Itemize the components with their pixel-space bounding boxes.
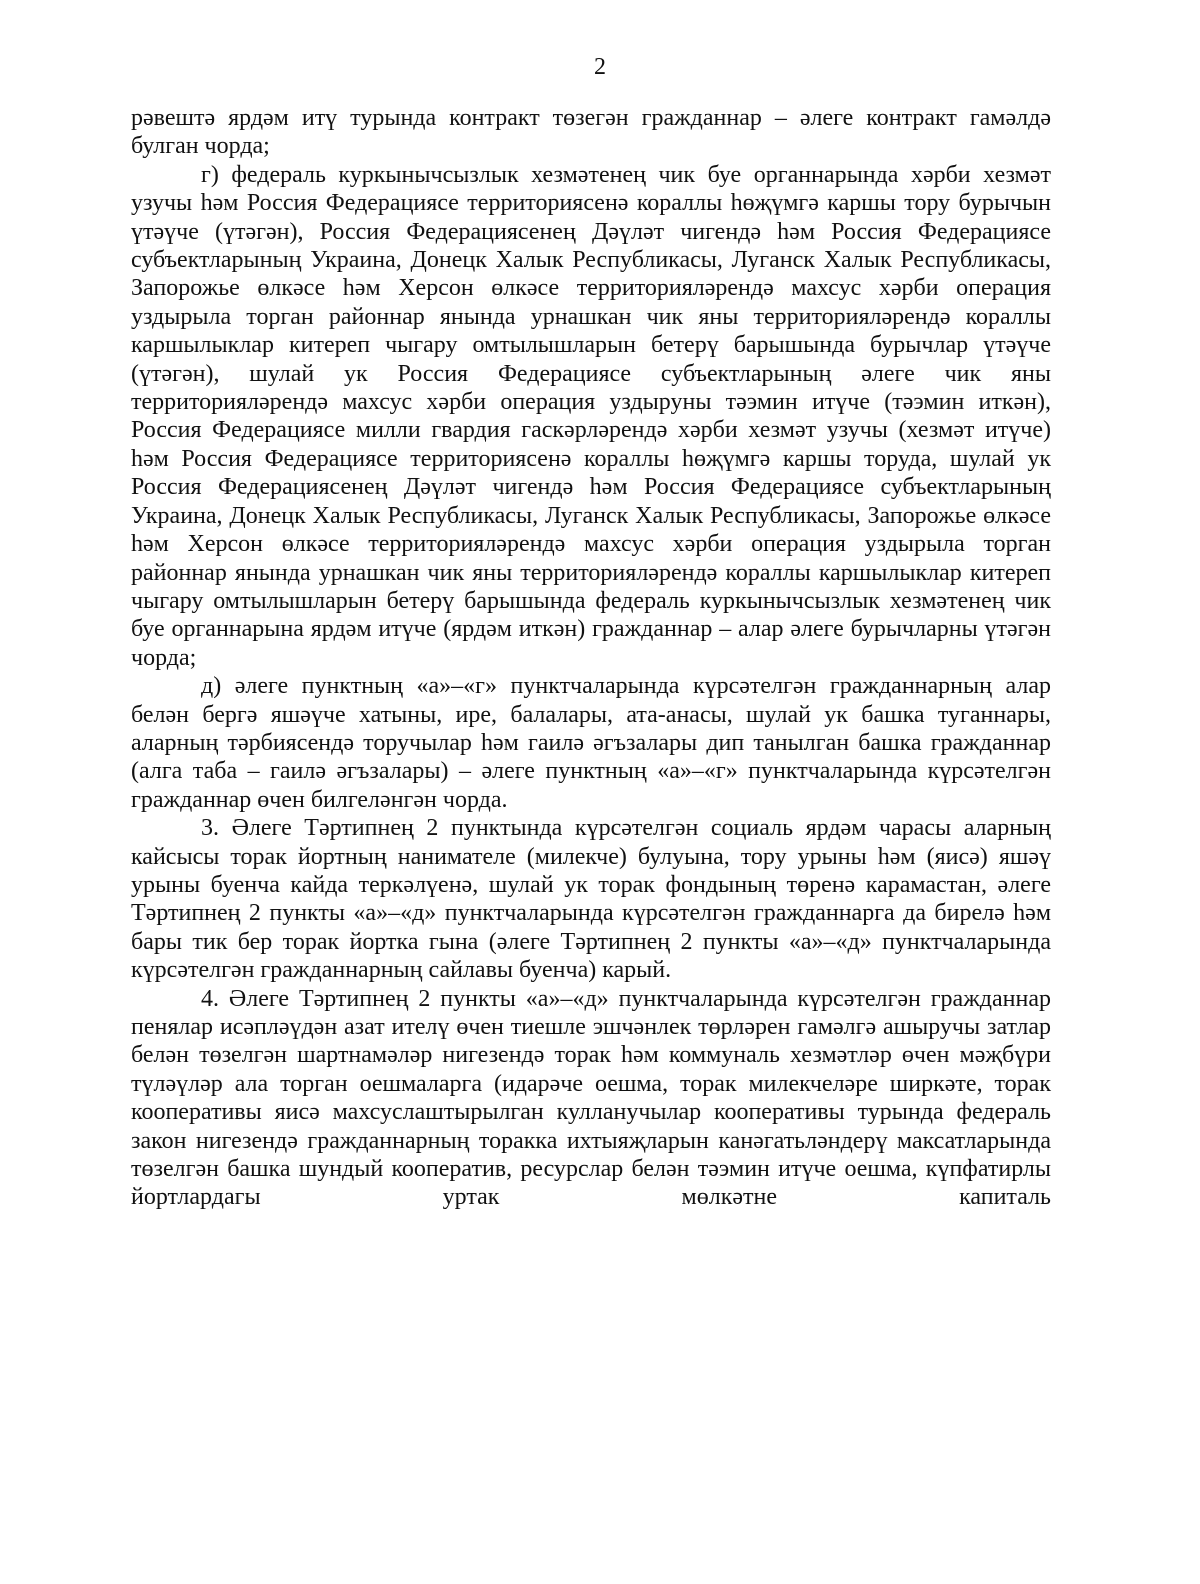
paragraph-item-d: д) әлеге пунктның «а»–«г» пунктчаларында күрсәтелгән гражданнарның алар белән бергә яшәүче хатыны, ире, балалары, ата-анасы, шулай ук башка туганнары, аларның тәрбиясендә торучылар һәм гаилә әгъзалары дип танылган башка гражданнар (алга таба – гаилә әгъзалары) – әлеге пунктның «а»–«г» пунктчаларында күрсәтелгән гражданнар өчен билгеләнгән чорда.: [131, 673, 1051, 813]
paragraph-section-3: 3. Әлеге Тәртипнең 2 пунктында күрсәтелгән социаль ярдәм чарасы аларның кайсысы торак йортның нанимателе (милекче) булуына, тору урыны һәм (яисә) яшәү урыны буенча кайда теркәлүенә, шулай ук торак фондының төренә карамастан, әлеге Тәртипнең 2 пункты «а»–«д» пунктчаларында күрсәтелгән гражданнарга да бирелә һәм бары тик бер торак йортка гына (әлеге Тәртипнең 2 пункты «а»–«д» пунктчаларында күрсәтелгән гражданнарның сайлавы буенча) карый.: [131, 815, 1051, 984]
page-number: 2: [594, 54, 606, 80]
paragraph-item-g: г) федераль куркынычсызлык хезмәтенең чик буе органнарында хәрби хезмәт узучы һәм Россия Федерациясе территориясенә кораллы һөҗүмгә каршы тору бурычын үтәүче (үтәгән), Россия Федерациясенең Дәүләт чигендә һәм Россия Федерациясе субъектларының Украина, Донецк Халык Республикасы, Луганск Халык Республикасы, Запорожье өлкәсе һәм Херсон өлкәсе территорияләрендә махсус хәрби операция уздырыла торган районнар янында урнашкан чик яны территорияләрендә кораллы каршылыклар китереп чыгару омтылышларын бетерү барышында бурычлар үтәүче (үтәгән), шулай ук Россия Федерациясе субъектларының әлеге чик яны территорияләрендә махсус хәрби операция уздыруны тәэмин итүче (тәэмин иткән), Россия Федерациясе милли гвардия гаскәрләрендә хәрби хезмәт узучы (хезмәт итүче) һәм Россия Федерациясе территориясенә кораллы һөҗүмгә каршы торуда, шулай ук Россия Федерациясенең Дәүләт чигендә һәм Россия Федерациясе субъектларының Украина, Донецк Халык Республикасы, Луганск Халык Республикасы, Запорожье өлкәсе һәм Херсон өлкәсе территорияләрендә махсус хәрби операция уздырыла торган районнар янында урнашкан чик яны территорияләрендә кораллы каршылыклар китереп чыгару омтылышларын бетерү барышында федераль куркынычсызлык хезмәтенең чик буе органнарына ярдәм итүче (ярдәм иткән) гражданнар – алар әлеге бурычларны үтәгән чорда;: [131, 161, 1051, 671]
paragraph-continuation: рәвештә ярдәм итү турында контракт төзегән гражданнар – әлеге контракт гамәлдә булган чорда;: [131, 105, 1051, 160]
paragraph-section-4: 4. Әлеге Тәртипнең 2 пункты «а»–«д» пунктчаларында күрсәтелгән гражданнар пенялар исәпләүдән азат ителү өчен тиешле эшчәнлек төрләрен гамәлгә ашыручы затлар белән төзелгән шартнамәләр нигезендә торак һәм коммуналь хезмәтләр өчен мәҗбүри түләүләр ала торган оешмаларга (идарәче оешма, торак милекчеләре ширкәте, торак кооперативы яисә махсуслаштырылган кулланучылар кооперативы турында федераль закон нигезендә гражданнарның торакка ихтыяҗларын канәгатьләндерү максатларында төзелгән башка шундый кооператив, ресурслар белән тәэмин итүче оешма, күпфатирлы йортлардагы уртак мөлкәтне капиталь: [131, 985, 1051, 1211]
document-body: [131, 104, 1051, 1212]
